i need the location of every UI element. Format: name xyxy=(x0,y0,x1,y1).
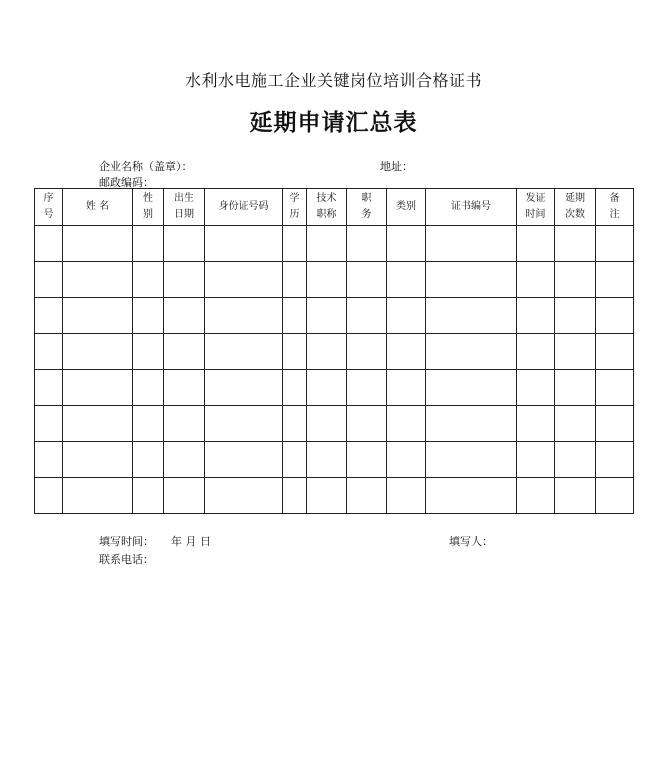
table-cell xyxy=(35,370,63,406)
table-cell xyxy=(63,370,133,406)
col-header-tech-title: 技术 职称 xyxy=(307,189,347,226)
table-cell xyxy=(164,226,205,262)
col-header-education: 学 历 xyxy=(283,189,307,226)
table-cell xyxy=(283,298,307,334)
table-cell xyxy=(63,478,133,514)
table-cell xyxy=(205,298,283,334)
table-header-row xyxy=(35,189,634,226)
col-header-gender: 性 别 xyxy=(133,189,164,226)
table-cell xyxy=(35,298,63,334)
fill-time-label: 填写时间： xyxy=(99,535,154,548)
table-cell xyxy=(555,298,596,334)
table-cell xyxy=(517,370,555,406)
table-cell xyxy=(596,334,634,370)
table-cell xyxy=(387,406,426,442)
table-cell xyxy=(205,406,283,442)
col-header-id-number: 身份证号码 xyxy=(205,189,283,226)
table-cell xyxy=(426,334,517,370)
table-cell xyxy=(164,334,205,370)
col-header-remarks: 备 注 xyxy=(596,189,634,226)
table-cell xyxy=(596,226,634,262)
table-cell xyxy=(517,334,555,370)
table-cell xyxy=(205,262,283,298)
table-cell xyxy=(283,478,307,514)
table-cell xyxy=(307,478,347,514)
table-cell xyxy=(283,334,307,370)
table-cell xyxy=(307,262,347,298)
document-title: 延期申请汇总表 xyxy=(249,110,418,136)
table-cell xyxy=(387,370,426,406)
table-cell xyxy=(387,262,426,298)
table-cell xyxy=(347,442,387,478)
table-cell xyxy=(283,370,307,406)
table-cell xyxy=(387,298,426,334)
date-placeholder: 年 月 日 xyxy=(171,535,211,548)
col-header-cert-number: 证书编号 xyxy=(426,189,517,226)
col-header-position: 职 务 xyxy=(347,189,387,226)
table-cell xyxy=(517,262,555,298)
table-cell xyxy=(283,442,307,478)
table-cell xyxy=(555,334,596,370)
table-cell xyxy=(35,226,63,262)
table-row xyxy=(35,334,634,370)
table-cell xyxy=(555,262,596,298)
table-row xyxy=(35,226,634,262)
table-cell xyxy=(164,370,205,406)
table-cell xyxy=(387,442,426,478)
table-cell xyxy=(426,262,517,298)
table-cell xyxy=(133,370,164,406)
table-cell xyxy=(596,478,634,514)
table-cell xyxy=(347,406,387,442)
col-header-issue-date: 发证 时间 xyxy=(517,189,555,226)
table-cell xyxy=(347,370,387,406)
table-cell xyxy=(307,406,347,442)
table-cell xyxy=(347,226,387,262)
filler-label: 填写人： xyxy=(449,535,493,548)
extension-summary-table xyxy=(34,188,634,514)
table-cell xyxy=(35,406,63,442)
table-row xyxy=(35,298,634,334)
table-cell xyxy=(35,478,63,514)
table-cell xyxy=(387,478,426,514)
table-cell xyxy=(517,478,555,514)
company-name-label: 企业名称（盖章）： xyxy=(99,160,193,173)
table-cell xyxy=(426,442,517,478)
table-cell xyxy=(205,370,283,406)
phone-label: 联系电话： xyxy=(99,553,154,566)
table-cell xyxy=(596,370,634,406)
col-header-category: 类别 xyxy=(387,189,426,226)
table-cell xyxy=(35,262,63,298)
table-cell xyxy=(133,406,164,442)
table-cell xyxy=(35,442,63,478)
postcode-label: 邮政编码： xyxy=(99,176,154,189)
table-cell xyxy=(164,406,205,442)
table-cell xyxy=(517,406,555,442)
col-header-name: 姓 名 xyxy=(63,189,133,226)
table-row xyxy=(35,442,634,478)
table-cell xyxy=(63,334,133,370)
col-header-birthdate: 出生 日期 xyxy=(164,189,205,226)
table-cell xyxy=(307,334,347,370)
table-cell xyxy=(307,226,347,262)
table-cell xyxy=(133,442,164,478)
table-cell xyxy=(205,334,283,370)
table-cell xyxy=(307,298,347,334)
table-cell xyxy=(517,226,555,262)
table-cell xyxy=(283,226,307,262)
table-cell xyxy=(347,262,387,298)
table-cell xyxy=(555,478,596,514)
table-cell xyxy=(517,442,555,478)
table-cell xyxy=(555,370,596,406)
table-cell xyxy=(133,226,164,262)
table-cell xyxy=(283,406,307,442)
table-cell xyxy=(555,226,596,262)
table-cell xyxy=(555,406,596,442)
document-subtitle: 水利水电施工企业关键岗位培训合格证书 xyxy=(184,71,482,90)
table-cell xyxy=(555,442,596,478)
table-row xyxy=(35,478,634,514)
table-cell xyxy=(205,478,283,514)
table-cell xyxy=(347,478,387,514)
table-cell xyxy=(133,262,164,298)
table-cell xyxy=(426,478,517,514)
table-cell xyxy=(426,370,517,406)
table-cell xyxy=(133,478,164,514)
table-cell xyxy=(164,478,205,514)
table-row xyxy=(35,406,634,442)
table-cell xyxy=(517,298,555,334)
table-cell xyxy=(63,442,133,478)
table-cell xyxy=(133,334,164,370)
table-body xyxy=(35,226,634,514)
table-cell xyxy=(133,298,164,334)
table-cell xyxy=(347,298,387,334)
table-cell xyxy=(426,226,517,262)
table-cell xyxy=(596,442,634,478)
table-cell xyxy=(35,334,63,370)
table-cell xyxy=(164,262,205,298)
table-cell xyxy=(426,298,517,334)
table-cell xyxy=(63,406,133,442)
table-cell xyxy=(205,226,283,262)
address-label: 地址： xyxy=(380,160,413,173)
table-row xyxy=(35,370,634,406)
table-cell xyxy=(347,334,387,370)
table-cell xyxy=(426,406,517,442)
table-cell xyxy=(307,442,347,478)
table-cell xyxy=(164,442,205,478)
table-cell xyxy=(596,298,634,334)
table-cell xyxy=(283,262,307,298)
table-cell xyxy=(387,226,426,262)
table-row xyxy=(35,262,634,298)
table-cell xyxy=(205,442,283,478)
table-cell xyxy=(63,226,133,262)
col-header-extension-count: 延期 次数 xyxy=(555,189,596,226)
table-cell xyxy=(307,370,347,406)
table-cell xyxy=(164,298,205,334)
col-header-seq: 序 号 xyxy=(35,189,63,226)
table-cell xyxy=(596,406,634,442)
table-cell xyxy=(63,262,133,298)
table-cell xyxy=(63,298,133,334)
table-cell xyxy=(596,262,634,298)
table-cell xyxy=(387,334,426,370)
